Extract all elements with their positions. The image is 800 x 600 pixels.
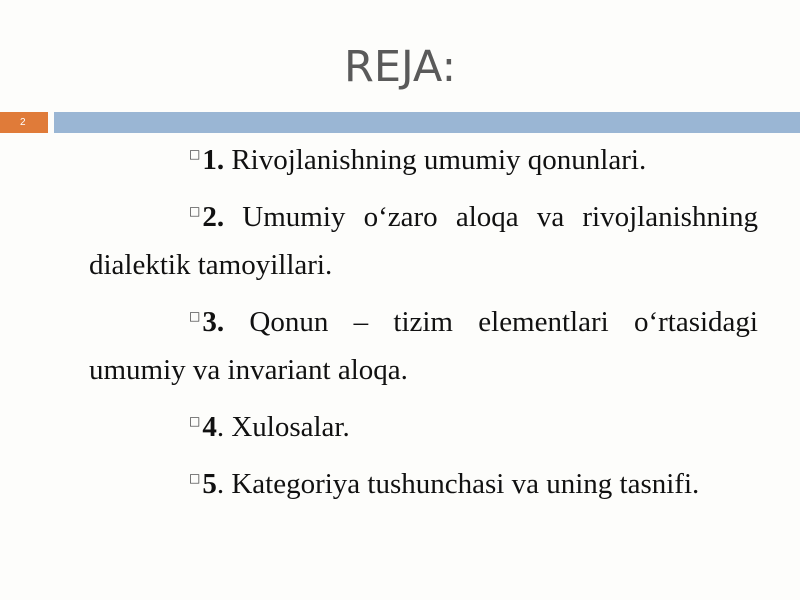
item-separator: . (216, 468, 232, 500)
square-bullet-icon: □ (189, 414, 201, 428)
list-item (89, 136, 758, 184)
square-bullet-icon: □ (189, 204, 201, 218)
item-text: Rivojlanishning umumiy qonunlari. (231, 144, 647, 176)
list-item (89, 298, 758, 394)
item-separator: . (216, 411, 232, 443)
item-number: 5 (202, 468, 217, 500)
item-text: Umumiy o‘zaro aloqa va rivojlanishning dialektik tamoyillari. (89, 201, 759, 281)
square-bullet-icon: □ (189, 147, 201, 161)
item-number: 1. (202, 144, 225, 176)
item-text: Xulosalar. (231, 411, 350, 443)
item-separator (224, 306, 249, 338)
list-item (89, 193, 758, 289)
slide-title: REJA: (343, 42, 457, 92)
outline-list (89, 136, 758, 517)
item-text: Kategoriya tushunchasi va uning tasnifi. (231, 468, 700, 500)
item-separator (224, 201, 242, 233)
header-bar (0, 112, 800, 133)
decorative-bar (54, 112, 800, 133)
list-item (89, 403, 758, 451)
square-bullet-icon: □ (189, 309, 201, 323)
square-bullet-icon: □ (189, 471, 201, 485)
item-text: Qonun – tizim elementlari o‘rtasidagi umumiy va invariant aloqa. (89, 306, 758, 386)
item-number: 3. (202, 306, 225, 338)
slide-number: 2 (0, 112, 48, 133)
item-number: 4 (202, 411, 217, 443)
item-number: 2. (202, 201, 225, 233)
list-item (89, 460, 758, 508)
